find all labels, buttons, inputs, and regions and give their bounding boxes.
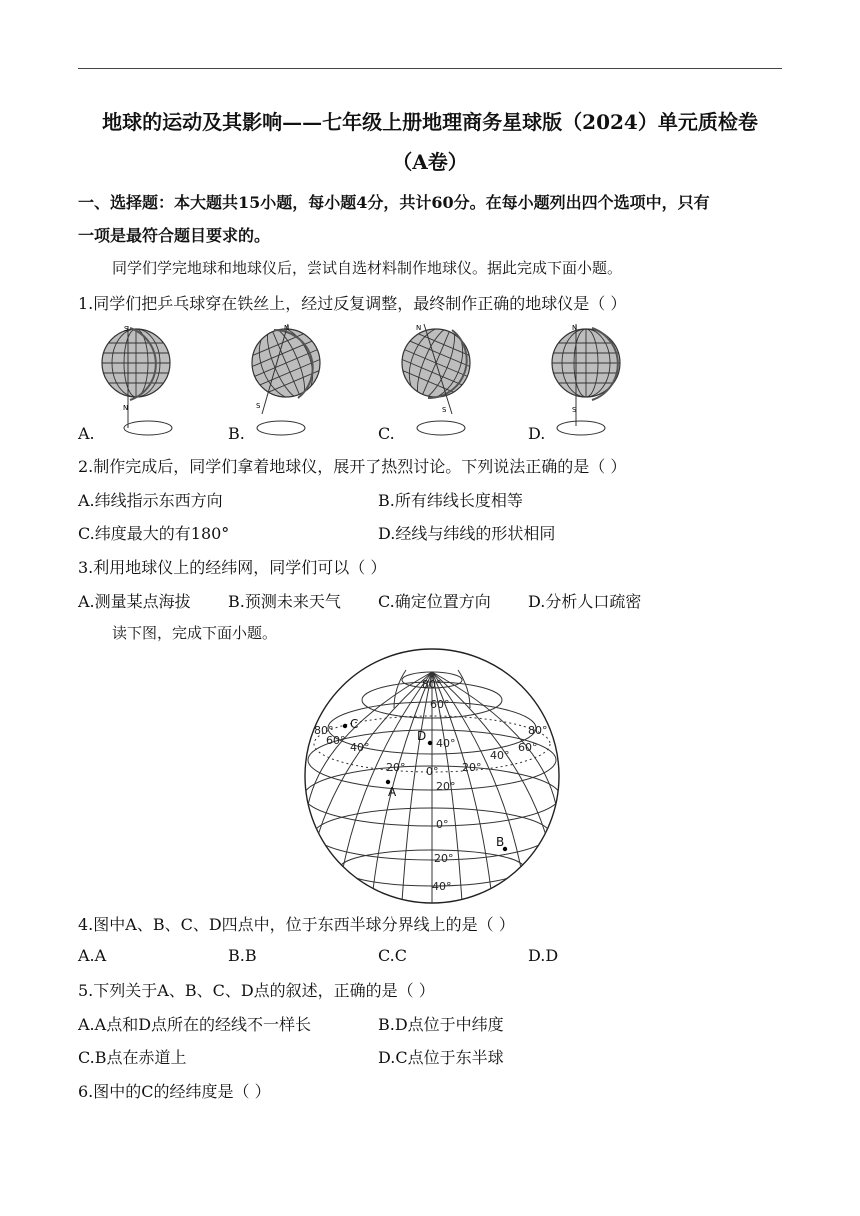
q4-option-b[interactable]: B.B <box>228 946 257 965</box>
q1-option-a[interactable]: A. <box>78 424 95 443</box>
q2-option-c[interactable]: C.纬度最大的有180° <box>78 524 230 543</box>
q5-option-b[interactable]: B.D点位于中纬度 <box>378 1015 504 1034</box>
q2-option-a[interactable]: A.纬线指示东西方向 <box>78 491 223 510</box>
lat-label-40s: 40° <box>432 880 452 893</box>
top-rule <box>78 68 782 69</box>
document-title-version: （A卷） <box>392 150 468 174</box>
lon-label-60e: 60° <box>518 741 538 754</box>
globe-b <box>234 318 339 435</box>
lon-label-60w: 60° <box>326 734 346 747</box>
q5-option-a[interactable]: A.A点和D点所在的经线不一样长 <box>78 1015 312 1034</box>
question-4-stem: 4.图中A、B、C、D四点中，位于东西半球分界线上的是（ ） <box>78 915 515 934</box>
globe-c <box>384 318 489 435</box>
q3-option-d[interactable]: D.分析人口疏密 <box>528 592 642 611</box>
point-d-marker <box>428 741 432 745</box>
globe-a-top-label: S <box>124 325 129 333</box>
section-heading: 一、选择题：本大题共15小题，每小题4分，共计60分。在每小题列出四个选项中，只有 <box>78 193 710 212</box>
q3-option-b[interactable]: B.预测未来天气 <box>228 592 341 611</box>
q4-option-d[interactable]: D.D <box>528 946 559 965</box>
globe-c-top-label: N <box>416 324 422 332</box>
globe-c-bottom-label: S <box>442 406 447 414</box>
document-title: 地球的运动及其影响——七年级上册地理商务星球版（2024）单元质检卷 <box>102 110 758 134</box>
q5-option-c[interactable]: C.B点在赤道上 <box>78 1048 187 1067</box>
q1-option-d[interactable]: D. <box>528 424 546 443</box>
globe-d-top-label: N <box>572 324 578 332</box>
lat-label-60: 60° <box>430 698 450 711</box>
globe-b-top-label: N <box>284 324 290 332</box>
point-c-label: C <box>350 717 359 731</box>
q2-option-d[interactable]: D.经线与纬线的形状相同 <box>378 524 556 543</box>
lat-label-0: 0° <box>436 818 449 831</box>
lat-label-40: 40° <box>436 737 456 750</box>
lon-label-40w: 40° <box>350 741 370 754</box>
material-intro-2: 读下图，完成下面小题。 <box>112 624 278 642</box>
lon-label-80w: 80° <box>314 724 334 737</box>
question-2-stem: 2.制作完成后，同学们拿着地球仪，展开了热烈讨论。下列说法正确的是（ ） <box>78 457 627 476</box>
question-1-stem: 1.同学们把乒乓球穿在铁丝上，经过反复调整，最终制作正确的地球仪是（ ） <box>78 294 627 313</box>
point-a-marker <box>386 780 390 784</box>
globe-b-bottom-label: S <box>256 402 261 410</box>
lat-label-20s: 20° <box>434 852 454 865</box>
question-3-stem: 3.利用地球仪上的经纬网，同学们可以（ ） <box>78 558 387 577</box>
q2-option-b[interactable]: B.所有纬线长度相等 <box>378 491 523 510</box>
q1-option-b[interactable]: B. <box>228 424 245 443</box>
lon-label-0: 0° <box>426 765 439 778</box>
lat-label-80: 80° <box>422 678 442 691</box>
point-b-label: B <box>496 835 505 849</box>
q1-option-c[interactable]: C. <box>378 424 395 443</box>
point-a-label: A <box>388 785 397 799</box>
globe-d-bottom-label: S <box>572 406 577 414</box>
lon-label-20w: 20° <box>386 761 406 774</box>
q5-option-d[interactable]: D.C点位于东半球 <box>378 1048 504 1067</box>
globe-a-bottom-label: N <box>123 404 129 412</box>
point-c-marker <box>343 724 347 728</box>
lon-label-20e: 20° <box>462 761 482 774</box>
lon-label-80e: 80° <box>528 724 548 737</box>
globe-a <box>102 325 172 435</box>
q1-globe-options-figure <box>76 318 676 442</box>
question-5-stem: 5.下列关于A、B、C、D点的叙述，正确的是（ ） <box>78 981 435 1000</box>
section-heading-cont: 一项是最符合题目要求的。 <box>78 226 271 245</box>
lon-label-40e: 40° <box>490 749 510 762</box>
question-6-stem: 6.图中的C的经纬度是（ ） <box>78 1082 271 1101</box>
lat-label-20n: 20° <box>436 780 456 793</box>
material-intro-1: 同学们学完地球和地球仪后，尝试自选材料制作地球仪。据此完成下面小题。 <box>112 259 623 277</box>
q4-option-a[interactable]: A.A <box>78 946 107 965</box>
globe-d <box>552 324 620 435</box>
q4-option-c[interactable]: C.C <box>378 946 407 965</box>
q3-option-c[interactable]: C.确定位置方向 <box>378 592 491 611</box>
q3-option-a[interactable]: A.测量某点海拔 <box>78 592 191 611</box>
graticule-globe-figure <box>298 648 566 906</box>
point-d-label: D <box>417 729 427 743</box>
